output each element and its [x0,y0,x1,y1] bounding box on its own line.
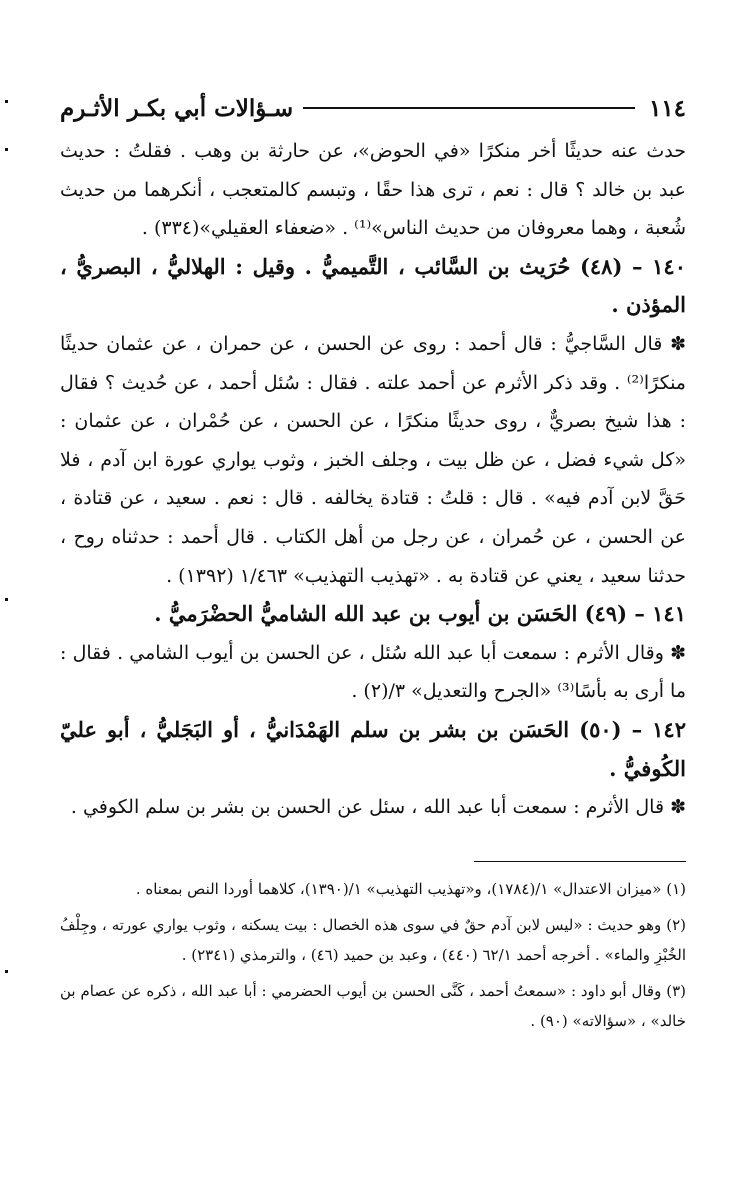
entry-title-140: ١٤٠ – (٤٨) حُرَيث بن السَّائب ، التَّميميُّ . وقيل : الهلاليُّ ، البصريُّ ، المؤذن . [60,253,686,318]
entry-title-141: ١٤١ – (٤٩) الحَسَن بن أيوب بن عبد الله الشاميُّ الحضْرَميُّ . [154,601,686,627]
footnote-2: (٢) وهو حديث : «ليس لابن آدم حقٌ في سوى هذه الخصال : بيت يسكنه ، وثوب يواري عورته ، وجِلْفُ الخُبْزِ والماء» . أخرجه أحمد ٦٢/١ (٤٤٠) ، وعبد بن حميد (٤٦) ، والترمذي (٢٣٤١) . [60,915,686,964]
page-number: ١١٤ [648,94,686,122]
page-header [60,88,686,128]
footnote-3: (٣) وقال أبو داود : «سمعتُ أحمد ، كَنَّى الحسن بن أيوب الحضرمي : أبا عبد الله ، ذكره عن عصام بن خالد» ، «سؤالاته» (٩٠) . [60,981,686,1030]
footnotes [60,874,686,1036]
margin-mark-3 [5,598,8,601]
margin-mark-2 [5,148,8,151]
book-page [60,88,686,1042]
paragraph-entry-141: ✽ وقال الأثرم : سمعت أبا عبد الله سُئل ، عن الحسن بن أيوب الشامي . فقال : ما أرى به بأسًا⁽³⁾ «الجرح والتعديل» ٣/(٢) . [60,641,686,703]
running-title: سـؤالات أبي بكـر الأثـرم [60,94,294,122]
footnote-1: (١) «ميزان الاعتدال» ١/(١٧٨٤)، و«تهذيب التهذيب» ١/(١٣٩٠)، كلاهما أوردا النص بمعناه . [135,879,686,898]
main-text [60,132,686,827]
entry-title-142: ١٤٢ – (٥٠) الحَسَن بن بشر بن سلم الهَمْدَانيُّ ، أو البَجَليُّ ، أبو عليّ الكُوفيُّ . [60,716,686,781]
margin-mark-4 [5,970,8,973]
footnote-divider [474,861,686,862]
paragraph-entry-142: ✽ قال الأثرم : سمعت أبا عبد الله ، سئل عن الحسن بن بشر بن سلم الكوفي . [70,796,686,819]
margin-mark-1 [5,100,8,103]
header-rule [303,107,635,109]
paragraph-continuation: حدث عنه حديثًا أخر منكرًا «في الحوض»، عن حارثة بن وهب . فقلتُ : حديث عبد بن خالد ؟ قال : نعم ، ترى هذا حقًا ، وتبسم كالمتعجب ، أنكرهما من حديث شُعبة ، وهما معروفان من حديث الناس»⁽¹⁾ . «ضعفاء العقيلي»(٣٣٤) . [60,140,686,240]
paragraph-entry-140: ✽ قال السَّاجيُّ : قال أحمد : روى عن الحسن ، عن حمران ، عن عثمان حديثًا منكرًا⁽²⁾ . وقد ذكر الأثرم عن أحمد علته . فقال : سُئل أحمد ، عن حُديث ؟ فقال : هذا شيخ بصريٌّ ، روى حديثًا منكرًا ، عن الحسن ، عن حُمْران ، عن عثمان : «كل شيء فضل ، عن ظل بيت ، وجلف الخبز ، وثوب يواري عورة ابن آدم ، فلا حَقَّ لابن آدم فيه» . قال : قلتُ : قتادة يخالفه . قال : نعم . سعيد ، عن قتادة ، عن الحسن ، عن حُمران ، عن رجل من أهل الكتاب . قال أحمد : حدثناه روح ، حدثنا سعيد ، يعني عن قتادة به . «تهذيب التهذيب» ١/٤٦٣ (١٣٩٢) . [60,332,686,587]
